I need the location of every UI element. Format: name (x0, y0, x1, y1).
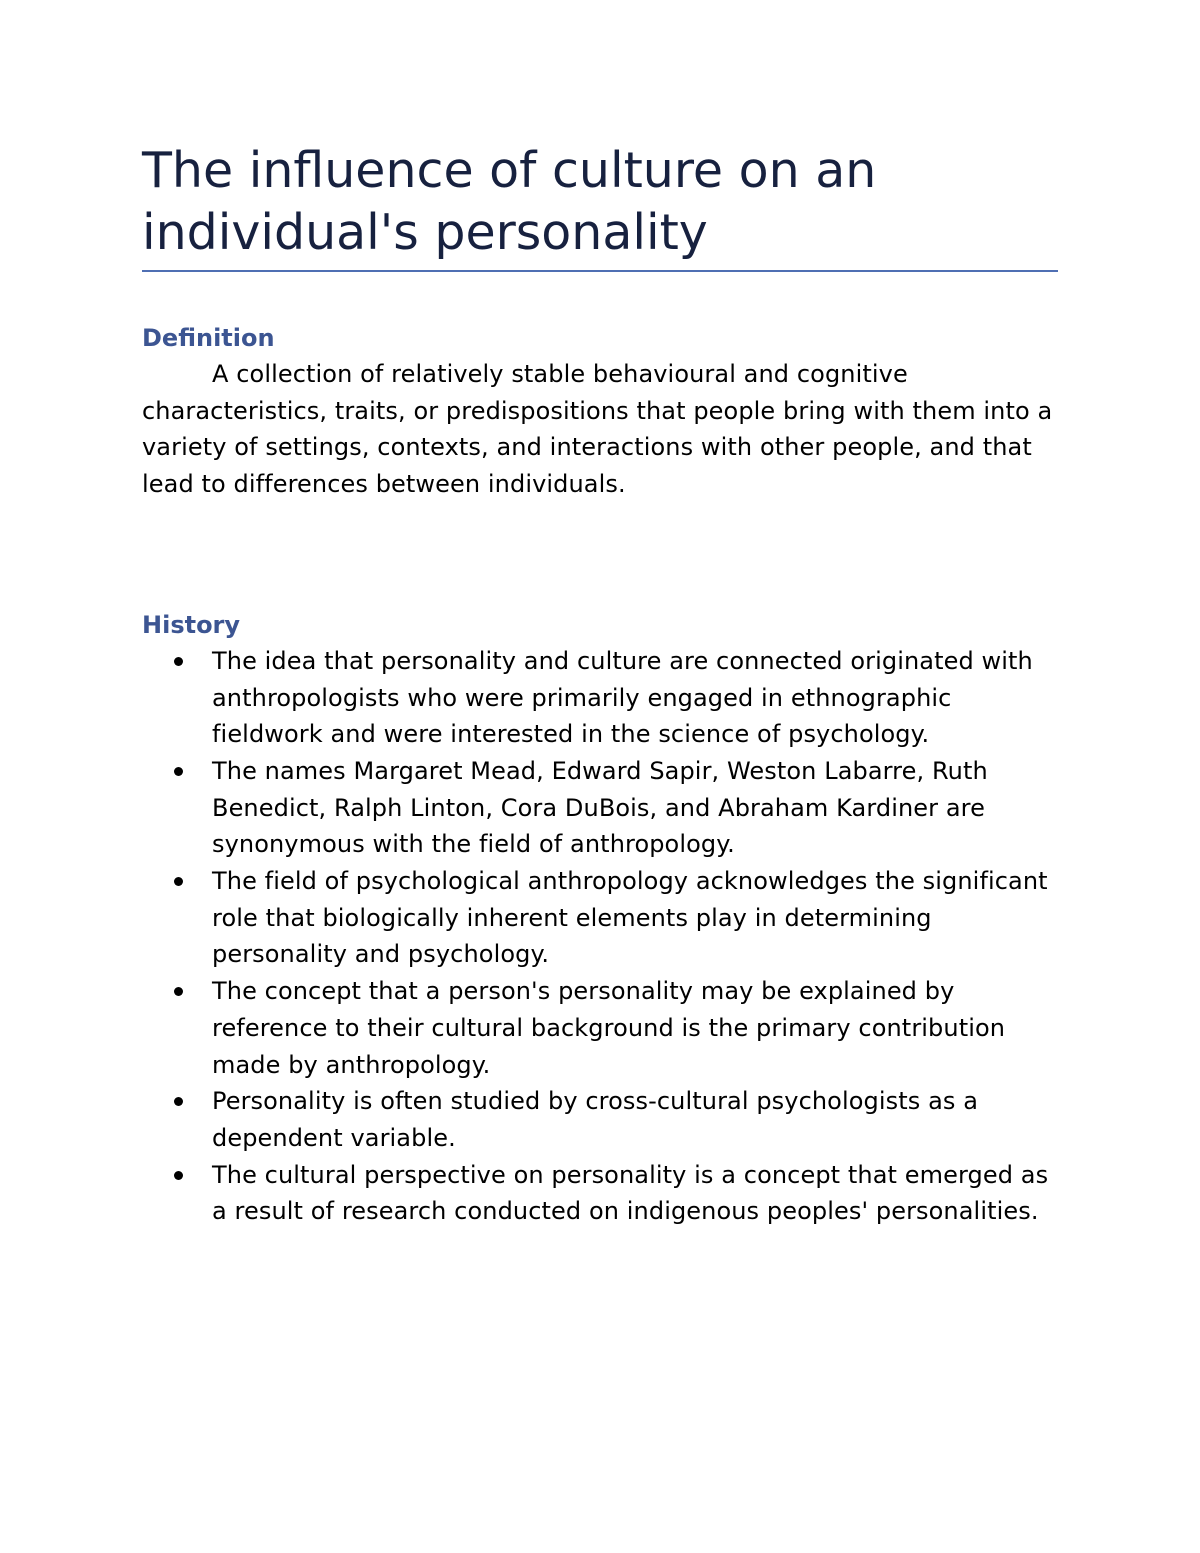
list-item (142, 1083, 1058, 1156)
list-item-text: The names Margaret Mead, Edward Sapir, Weston Labarre, Ruth Benedict, Ralph Linton, Cora DuBois, and Abraham Kardiner are synonymous with the field of anthropology. (212, 756, 988, 859)
list-item (142, 753, 1058, 863)
bullet-icon (174, 987, 183, 996)
section-heading-history: History (142, 610, 241, 639)
section-heading-definition: Definition (142, 324, 275, 352)
list-item (142, 643, 1058, 753)
history-bullet-list (142, 643, 1058, 1230)
list-item-text: The field of psychological anthropology acknowledges the significant role that biologically inherent elements play in determining personality and psychology. (212, 867, 1048, 969)
bullet-icon (174, 657, 183, 666)
list-item-text: The idea that personality and culture are connected originated with anthropologists who were primarily engaged in ethnographic fieldwork and were interested in the science of psychology. (212, 646, 1033, 749)
title-underline (142, 270, 1058, 272)
list-item-text: The concept that a person's personality may be explained by reference to their cultural background is the primary contribution made by anthropology. (212, 977, 1006, 1079)
definition-paragraph: A collection of relatively stable behavioural and cognitive characteristics, traits, or predispositions that people bring with them into a variety of settings, contexts, and interactions with other people, and that lead to differences between individuals. (142, 360, 1053, 499)
bullet-icon (174, 1097, 183, 1106)
document-title: The influence of culture on an individual's personality (142, 142, 877, 261)
document-page (142, 140, 1058, 1230)
list-item (142, 863, 1058, 973)
bullet-icon (174, 1171, 183, 1180)
bullet-icon (174, 877, 183, 886)
bullet-icon (174, 767, 183, 776)
list-item-text: The cultural perspective on personality is a concept that emerged as a result of research conducted on indigenous peoples' personalities. (212, 1160, 1049, 1226)
list-item (142, 973, 1058, 1083)
list-item-text: Personality is often studied by cross-cultural psychologists as a dependent variable. (212, 1087, 979, 1152)
list-item (142, 1157, 1058, 1230)
